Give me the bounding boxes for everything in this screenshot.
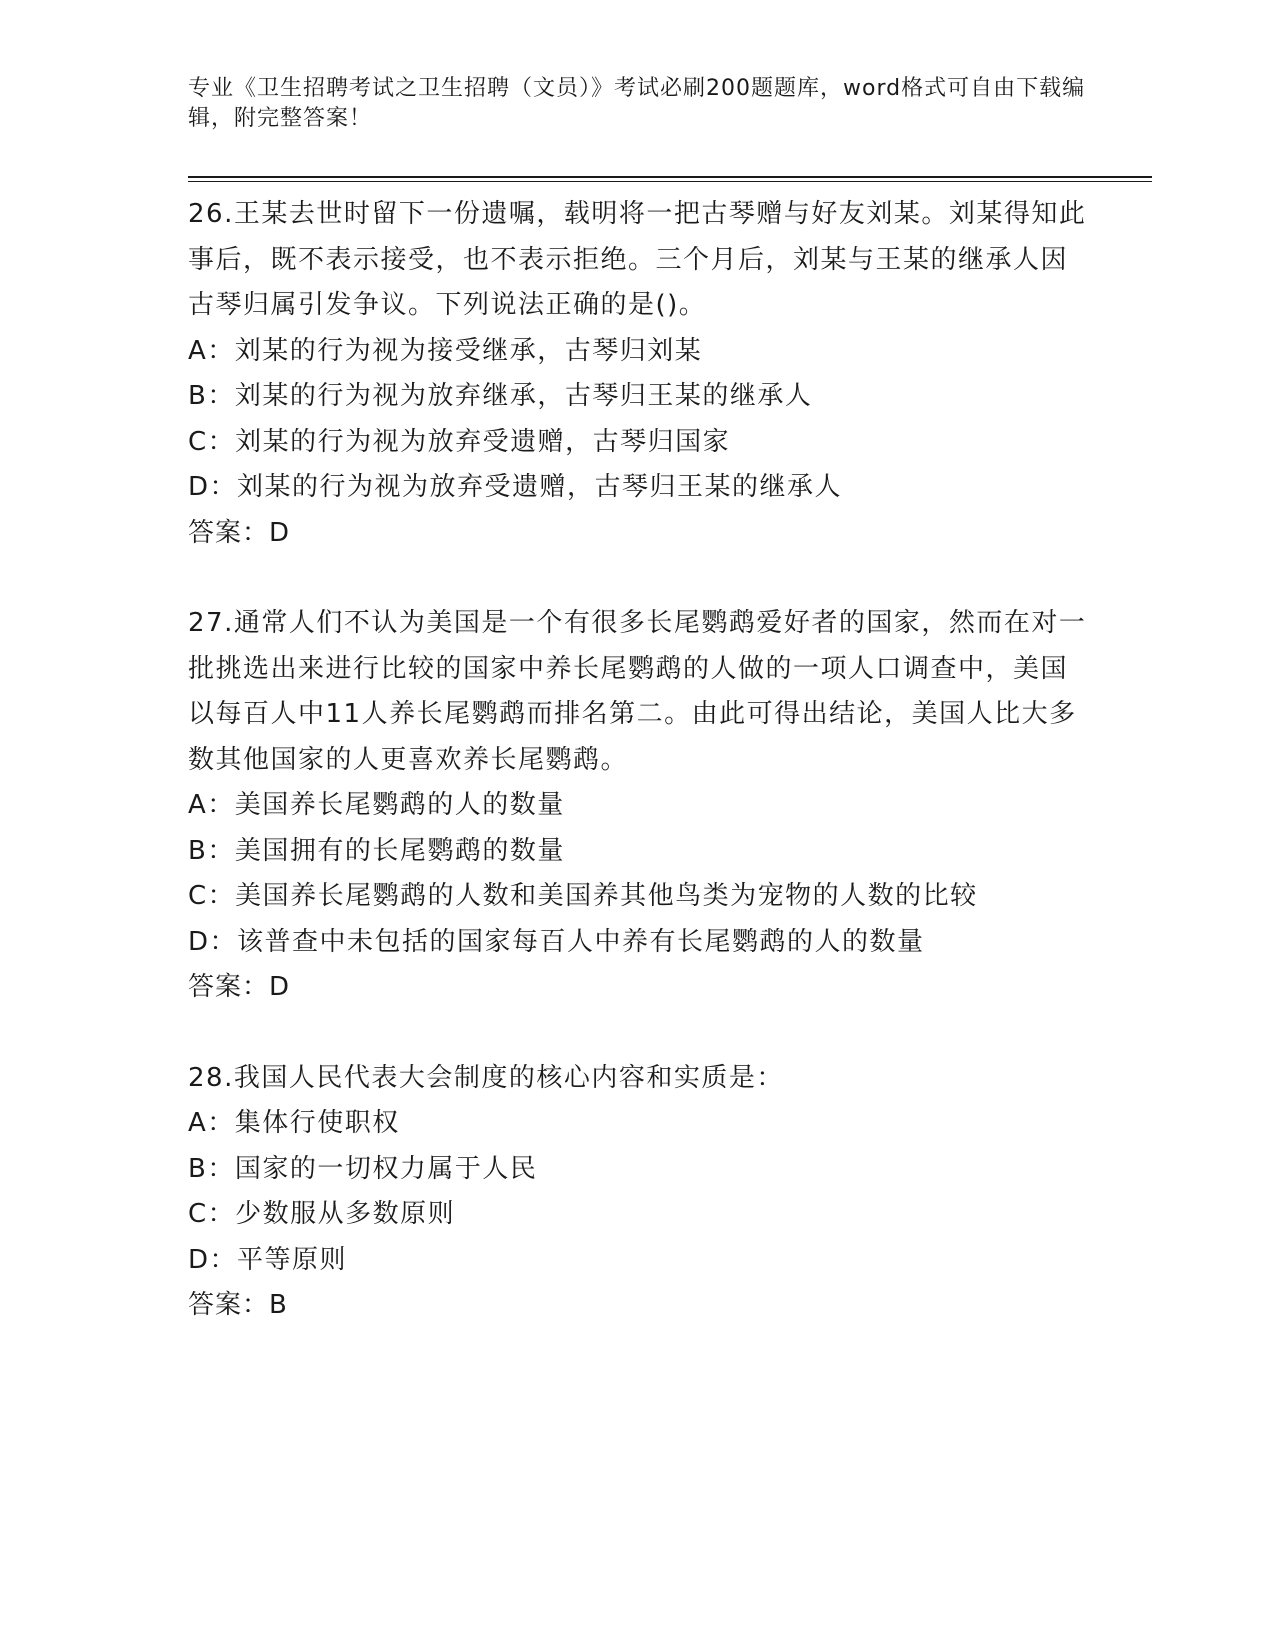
- question-stem: 28.我国人民代表大会制度的核心内容和实质是：: [188, 1062, 784, 1093]
- answer-line: 答案：B: [188, 1290, 288, 1320]
- option-b: B：刘某的行为视为放弃继承，古琴归王某的继承人: [188, 381, 813, 411]
- question-list: [188, 192, 1088, 1329]
- option-a: A：刘某的行为视为接受继承，古琴归刘某: [188, 335, 703, 366]
- option-a: A：集体行使职权: [188, 1108, 400, 1138]
- header-rule-thin: [188, 181, 1152, 182]
- question-26: [188, 192, 1088, 556]
- question-stem: 26.王某去世时留下一份遗嘱，载明将一把古琴赠与好友刘某。刘某得知此事后，既不表示接受，也不表示拒绝。三个月后，刘某与王某的继承人因古琴归属引发争议。下列说法正确的是()。: [188, 199, 1087, 320]
- document-header: 专业《卫生招聘考试之卫生招聘（文员）》考试必刷200题题库，word格式可自由下载编辑，附完整答案！: [188, 76, 1086, 131]
- option-d: D：刘某的行为视为放弃受遗赠，古琴归王某的继承人: [188, 472, 843, 502]
- answer-line: 答案：D: [188, 517, 291, 548]
- header-rule-thick: [188, 176, 1152, 178]
- question-28: [188, 1056, 1088, 1329]
- question-27: [188, 601, 1088, 1011]
- option-d: D：平等原则: [188, 1244, 348, 1275]
- answer-line: 答案：D: [188, 972, 291, 1002]
- question-gap: [188, 556, 1088, 601]
- option-a: A：美国养长尾鹦鹉的人的数量: [188, 790, 565, 820]
- option-b: B：美国拥有的长尾鹦鹉的数量: [188, 835, 565, 866]
- question-gap: [188, 1011, 1088, 1056]
- question-stem: 27.通常人们不认为美国是一个有很多长尾鹦鹉爱好者的国家，然而在对一批挑选出来进行比较的国家中养长尾鹦鹉的人做的一项人口调查中，美国以每百人中11人养长尾鹦鹉而排名第二。由此可得出结论，美国人比大多数其他国家的人更喜欢养长尾鹦鹉。: [188, 608, 1087, 775]
- option-c: C：美国养长尾鹦鹉的人数和美国养其他鸟类为宠物的人数的比较: [188, 881, 978, 911]
- option-c: C：刘某的行为视为放弃受遗赠，古琴归国家: [188, 426, 731, 457]
- option-b: B：国家的一切权力属于人民: [188, 1153, 538, 1184]
- option-c: C：少数服从多数原则: [188, 1199, 456, 1229]
- option-d: D：该普查中未包括的国家每百人中养有长尾鹦鹉的人的数量: [188, 926, 925, 957]
